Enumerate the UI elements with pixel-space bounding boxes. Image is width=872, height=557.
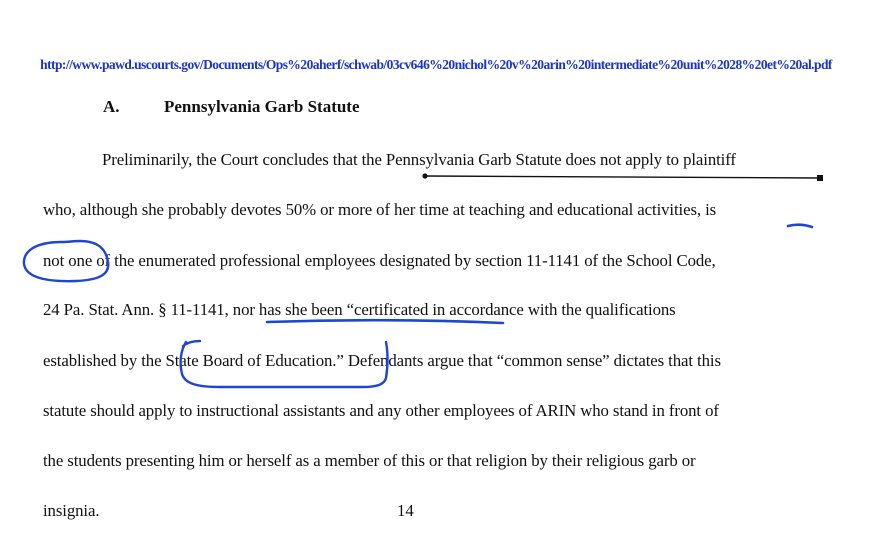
body-line-8: insignia. xyxy=(43,501,100,520)
body-line-4: 24 Pa. Stat. Ann. § 11-1141, nor has she been “certificated in accordance with the qualifications xyxy=(43,300,676,319)
body-line-3: not one of the enumerated professional employees designated by section 11-1141 of the School Code, xyxy=(43,251,716,270)
body-line-1: Preliminarily, the Court concludes that the Pennsylvania Garb Statute does not apply to plaintiff xyxy=(102,150,736,169)
page-number: 14 xyxy=(397,501,414,520)
underline-arrow-annotation xyxy=(422,173,823,181)
source-url-link[interactable]: http://www.pawd.uscourts.gov/Documents/Ops%20aherf/schwab/03cv646%20nichol%20v%20arin%20intermediate%20unit%2028%20et%20al.pdf xyxy=(40,57,832,72)
body-line-5: established by the State Board of Education.” Defendants argue that “common sense” dictates that this xyxy=(43,351,721,370)
body-line-2: who, although she probably devotes 50% or more of her time at teaching and educational activities, is xyxy=(43,200,717,219)
body-line-6: statute should apply to instructional assistants and any other employees of ARIN who stand in front of xyxy=(43,401,719,420)
body-line-7: the students presenting him or herself as a member of this or that religion by their religious garb or xyxy=(43,451,696,470)
section-label: A. xyxy=(103,97,120,116)
section-title: Pennsylvania Garb Statute xyxy=(164,97,360,116)
is-underline-annotation xyxy=(788,225,812,227)
certificated-underline-annotation xyxy=(267,320,503,323)
